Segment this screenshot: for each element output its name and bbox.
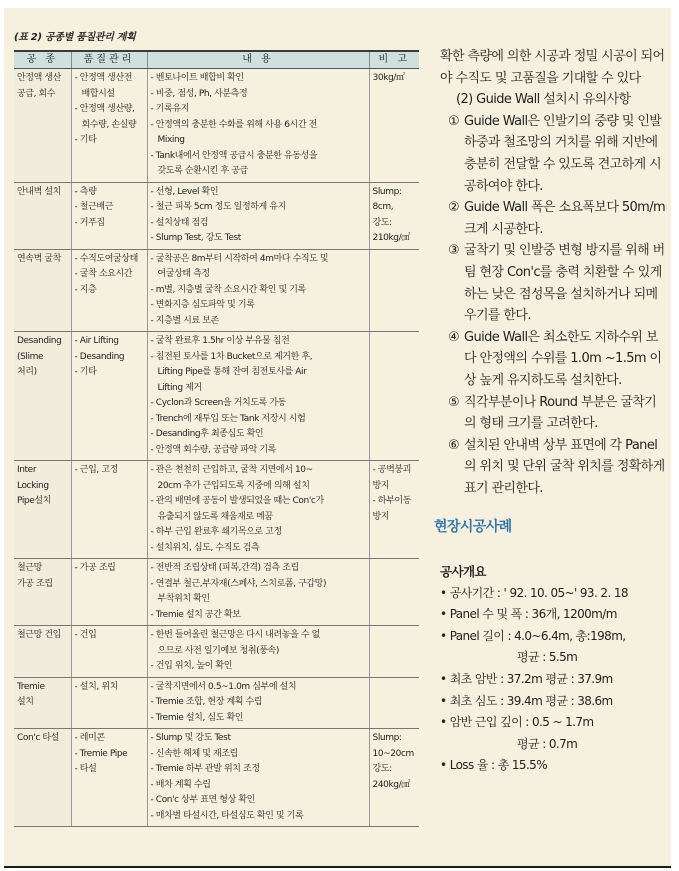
content-item: - Tremie 설치 공간 확보: [150, 609, 241, 620]
cell-quality-control: [71, 559, 147, 626]
content-item: - Tremie 설치, 심도 확인: [150, 712, 244, 723]
cell-work-type: 연속벽 굴착: [14, 249, 71, 332]
content-item: - Trench에 재투입 또는 Tank 저장시 시험: [150, 413, 306, 424]
cell-work-type: 철근망 건입: [14, 626, 71, 678]
header-contents: 내 용: [147, 52, 369, 69]
content-item: - 관은 천천히 근입하고, 굴착 지면에서 10~ 20cm 추가 근입되도록 지중에 의해 설치: [150, 465, 313, 491]
table-row: [14, 677, 419, 729]
cell-contents: [147, 69, 369, 183]
table-row: [14, 626, 419, 678]
content-item: - 매차별 타설시간, 타설심도 확인 및 기록: [150, 810, 304, 821]
header-work-type: 공 종: [14, 52, 71, 69]
table-body: [14, 69, 419, 827]
control-item: - 굴착 소요시간: [74, 269, 133, 279]
overview-line: 평균 : 0.7m: [517, 736, 578, 751]
content-item: - 선형, Level 확인: [150, 186, 219, 197]
content-item: - 굴착 완료후 1.5hr 이상 부유물 침전: [150, 336, 290, 346]
overview-line: • 공사기간 : ' 92. 10. 05~' 93. 2. 18: [440, 585, 628, 600]
content-item: - 침전된 토사를 1차 Bucket으로 제거한 후, Lifting Pipe를 통해 잔여 침전토사를 Air Lifting 제거: [150, 351, 313, 393]
control-item: - Air Lifting: [74, 336, 119, 346]
content-item: - 관의 배면에 공동이 발생되었을 때는 Con'c가 유출되지 않도록 채움재로 메꿈: [150, 496, 324, 522]
control-item: - 근입, 고정: [74, 465, 118, 475]
cell-work-type: Desanding (Slime 처리): [14, 332, 71, 461]
cell-contents: [147, 332, 369, 461]
cell-quality-control: [71, 249, 147, 332]
cell-contents: [147, 729, 369, 827]
cell-work-type: Con'c 타설: [14, 729, 71, 827]
cell-contents: [147, 626, 369, 678]
control-item: - 타설: [74, 764, 97, 774]
cell-contents: [147, 559, 369, 626]
cell-work-type: 안내벽 설치: [14, 182, 71, 249]
cell-contents: [147, 182, 369, 249]
content-item: - 굴착공은 8m부터 시작하여 4m마다 수직도 및 여굴상태 측정: [150, 253, 329, 279]
intro-paragraph: 확한 측량에 의한 시공과 정밀 시공이 되어야 수직도 및 고품질을 기대할 수 있다: [440, 49, 665, 86]
item-number: ⑥: [448, 437, 460, 453]
header-remarks: 비 고: [369, 52, 419, 69]
table-row: [14, 461, 419, 559]
table-row: [14, 559, 419, 626]
control-item: - 안정액 생산량, 회수량, 손실량: [74, 104, 137, 130]
content-item: - 안정액의 충분한 수화를 위해 사용 6시간 전 Mixing: [150, 119, 317, 145]
content-item: - 연결부 철근,부자재(스페샤, 스치로폼, 구갑망) 부착위치 확인: [150, 578, 327, 604]
control-item: - Tremie Pipe: [74, 748, 128, 759]
content-item: - Tremie 하부 관발 위치 조정: [150, 764, 260, 774]
cell-quality-control: [71, 332, 147, 461]
content-item: - m별, 지층별 굴착 소요시간 확인 및 기록: [150, 284, 306, 295]
content-item: - Tremie 조합, 현장 계획 수립: [150, 697, 263, 707]
control-item: - 거푸집: [74, 217, 105, 228]
control-item: - 기타: [74, 135, 97, 145]
guide-wall-items: [440, 111, 666, 500]
control-item: - 안정액 생산전 배합시설: [74, 73, 133, 99]
table-row: [14, 182, 419, 249]
control-item: - 설치, 위치: [74, 681, 118, 692]
control-item: - Desanding: [74, 351, 125, 362]
cell-work-type: Tremie 설치: [14, 677, 71, 729]
cell-quality-control: [71, 729, 147, 827]
control-item: - 기타: [74, 367, 97, 377]
table-row: [14, 332, 419, 461]
cell-quality-control: [71, 677, 147, 729]
cell-remarks: [369, 626, 419, 678]
content-item: - 설치위치, 심도, 수직도 검측: [150, 542, 260, 553]
content-item: - 신속한 해체 및 재조립: [150, 748, 238, 759]
control-item: - 가공 조립: [74, 563, 116, 573]
guide-wall-item: ⑥ 설치된 안내벽 상부 표면에 각 Panel의 위치 및 단위 굴착 위치를 정확하게 표기 관리한다.: [448, 435, 666, 500]
content-item: - 철근 피복 5cm 정도 일정하게 유지: [150, 202, 286, 212]
content-item: - 비중, 점성, Ph, 사분측정: [150, 88, 248, 99]
cell-work-type: 철근망 가공 조립: [14, 559, 71, 626]
table-header-row: [14, 52, 419, 69]
cell-quality-control: [71, 182, 147, 249]
table-row: [14, 249, 419, 332]
cell-remarks: Slump: 10~20cm 강도: 240kg/㎠: [369, 729, 419, 827]
overview-line: • Panel 수 및 폭 : 36개, 1200m/m: [440, 607, 617, 622]
guide-wall-item: ① Guide Wall은 인발기의 중량 및 인발하중과 철조망의 거치를 위해 지반에 충분히 전달할 수 있도록 견고하게 시공하여야 한다.: [448, 111, 666, 197]
cell-quality-control: [71, 626, 147, 678]
content-item: - Slump Test, 강도 Test: [150, 233, 241, 243]
content-item: - 지층별 시료 보존: [150, 315, 219, 326]
cell-quality-control: [71, 69, 147, 183]
cell-contents: [147, 249, 369, 332]
document-page: [4, 8, 671, 868]
content-item: - 설치상태 점검: [150, 217, 209, 228]
content-item: - 변화지층 심도파악 및 기록: [150, 300, 255, 310]
item-number: ①: [448, 113, 460, 129]
content-item: - Slump 및 강도 Test: [150, 733, 231, 743]
guide-wall-subheading: (2) Guide Wall 설치시 유의사항: [456, 92, 631, 108]
item-number: ③: [448, 243, 460, 259]
content-item: - 벤토나이트 배합비 확인: [150, 73, 244, 83]
cell-work-type: 안정액 생산 공급, 회수: [14, 69, 71, 183]
content-item: - 배차 계획 수립: [150, 779, 211, 790]
control-item: - 지층: [74, 284, 97, 295]
control-item: - 수직도여굴상태: [74, 253, 138, 264]
overview-line: 평균 : 5.5m: [517, 650, 578, 665]
cell-remarks: [369, 559, 419, 626]
content-item: - 한번 들어올린 철근망은 다시 내려놓을 수 없 으므로 사전 일기예보 청취(풍속): [150, 630, 320, 656]
table-row: [14, 69, 419, 183]
guide-wall-item: ⑤ 직각부분이나 Round 부분은 굴착기의 형태 크기를 고려한다.: [448, 392, 666, 435]
cell-remarks: Slump: 8cm, 강도: 210kg/㎠: [369, 182, 419, 249]
content-item: - 하부 근입 완료후 쇄기목으로 고정: [150, 527, 282, 537]
quality-table: [14, 50, 419, 868]
control-item: - 측량: [74, 186, 97, 197]
item-number: ④: [448, 329, 460, 345]
cell-work-type: Inter Locking Pipe설치: [14, 461, 71, 559]
table-row: [14, 729, 419, 827]
cell-contents: [147, 677, 369, 729]
control-item: - 건입: [74, 630, 97, 640]
item-number: ②: [448, 200, 460, 216]
control-item: - 레미콘: [74, 733, 105, 743]
cell-remarks: [369, 677, 419, 729]
content-item: - Cyclon과 Screen을 거치도록 가동: [150, 398, 286, 408]
content-item: - Tank내에서 안정액 공급시 충분한 유동성을 갖도록 순환시킨 후 공급: [150, 150, 318, 176]
cell-remarks: [369, 332, 419, 461]
content-item: - Desanding후 최종심도 확인: [150, 429, 264, 439]
cell-remarks: 30kg/㎥: [369, 69, 419, 183]
overview-list: [440, 583, 666, 777]
overview-title: 공사개요: [440, 564, 486, 580]
control-item: - 철근배근: [74, 202, 113, 212]
content-item: - 건입 위치, 높이 확인: [150, 661, 233, 671]
overview-line: • Panel 길이 : 4.0~6.4m, 총:198m,: [440, 628, 626, 643]
guide-wall-item: ④ Guide Wall은 최소한도 지하수위 보다 안정액의 수위를 1.0m ~1.5m 이상 높게 유지하도록 설치한다.: [448, 327, 666, 392]
content-item: - 기록유지: [150, 104, 189, 114]
cell-remarks: [369, 249, 419, 332]
overview-line: • 최초 심도 : 39.4m 평균 : 38.6m: [440, 693, 613, 708]
header-quality-control: 품질관리: [71, 52, 147, 69]
content-item: - 안정액 회수량, 공급량 파악 기록: [150, 444, 276, 455]
item-number: ⑤: [448, 394, 460, 410]
table-caption: (표 2) 공종별 품질관리 계획: [14, 32, 136, 43]
guide-wall-item: ② Guide Wall 폭은 소요폭보다 50m/m 크게 시공한다.: [448, 197, 666, 240]
overview-line: • Loss 율 : 총 15.5%: [440, 758, 548, 773]
cell-quality-control: [71, 461, 147, 559]
content-item: - 전반적 조립상태 (피복,간격) 검측 조립: [150, 563, 299, 573]
section-heading: 현장시공사례: [434, 519, 512, 536]
cell-remarks: - 공벽붕괴 방지 - 하부이동 방지: [369, 461, 419, 559]
content-item: - 굴착지면에서 0.5~1.0m 심부에 설치: [150, 681, 297, 692]
cell-contents: [147, 461, 369, 559]
right-column: [434, 46, 666, 777]
overview-line: • 암반 근입 깊이 : 0.5 ~ 1.7m: [440, 715, 594, 730]
overview-line: • 최초 암반 : 37.2m 평균 : 37.9m: [440, 672, 613, 687]
guide-wall-item: ③ 굴착기 및 인발중 변형 방지를 위해 버팀 현장 Con'c를 충력 치환할 수 있게 하는 낮은 점성목을 설치하거나 되메우기를 한다.: [448, 240, 666, 326]
content-item: - Con'c 상부 표면 형상 확인: [150, 795, 255, 805]
